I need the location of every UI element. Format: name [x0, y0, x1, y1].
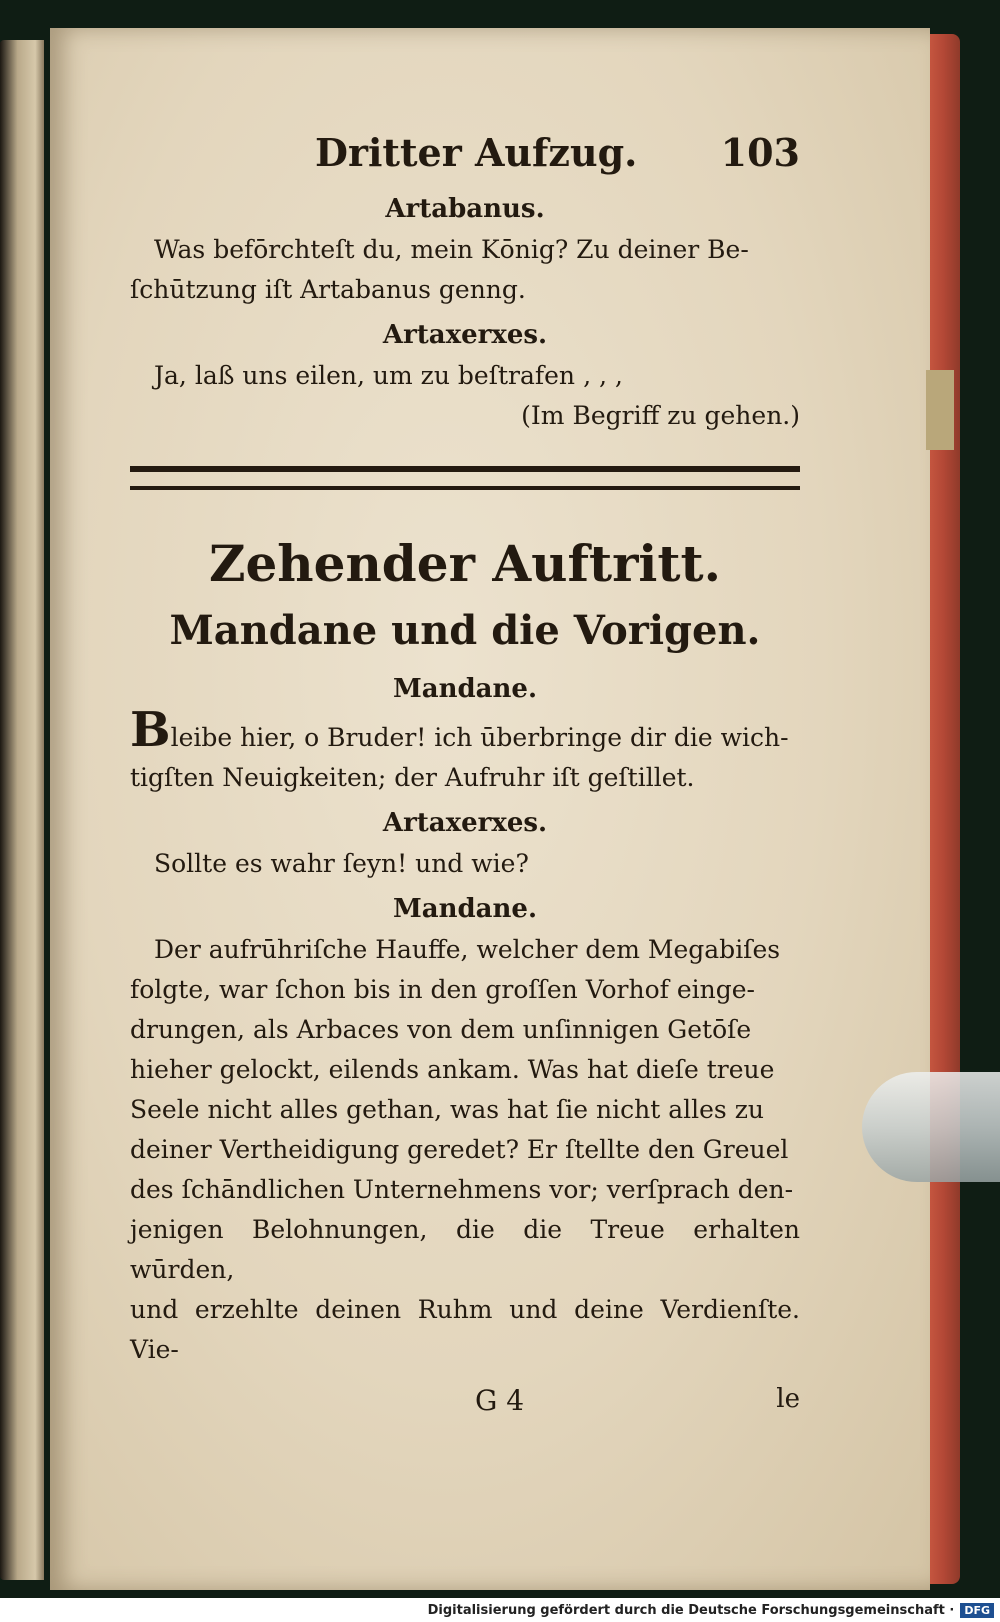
- speech-line: [130, 702, 800, 758]
- scene-subtitle: Mandane und die Vorigen.: [169, 607, 761, 654]
- speech-line: und erzehlte deinen Ruhm und deine Verdienſte. Vie-: [130, 1295, 800, 1364]
- speech-line: folgte, war ſchon bis in den groſſen Vorhof einge-: [130, 975, 755, 1004]
- dfg-logo: DFG: [960, 1603, 994, 1618]
- speech-line: deiner Vertheidigung geredet? Er ſtellte den Greuel: [130, 1135, 789, 1164]
- credit-text: Digitalisierung gefördert durch die Deutsche Forschungsgemeinschaft ·: [427, 1602, 955, 1618]
- speech-line: Sollte es wahr ſeyn! und wie?: [154, 849, 529, 878]
- section-divider: [130, 466, 800, 490]
- speech-line: Ja, laß uns eilen, um zu beſtrafen ‚ ‚ ‚: [154, 361, 623, 390]
- speech-line: Was befōrchteſt du, mein Kōnig? Zu deiner Be-: [154, 235, 749, 264]
- speech-line: Der aufrūhriſche Hauffe, welcher dem Megabiſes: [154, 935, 781, 964]
- page-text: [130, 130, 800, 1424]
- page-header: [130, 130, 800, 190]
- speech-line: drungen, als Arbaces von dem unſinnigen Getōſe: [130, 1015, 752, 1044]
- speech-line-text: leibe hier, o Bruder! ich ūberbringe dir die wich-: [170, 723, 789, 752]
- speaker-name: Artaxerxes.: [382, 320, 548, 350]
- page-tab: [926, 370, 954, 450]
- red-page-edges: [930, 34, 960, 1584]
- speech-line: tigſten Neuigkeiten; der Aufruhr iſt geſtillet.: [130, 763, 695, 792]
- speaker-name: Mandane.: [392, 674, 538, 704]
- signature-mark: G 4: [475, 1384, 525, 1417]
- speaker-name: Mandane.: [392, 894, 538, 924]
- page-footer: [130, 1384, 800, 1424]
- left-page-edge: [0, 40, 44, 1580]
- stage-direction: (Im Begriff zu gehen.): [521, 401, 800, 430]
- digitization-credit-bar: [0, 1598, 1000, 1622]
- speech-line: jenigen Belohnungen, die die Treue erhalten wūrden,: [130, 1215, 800, 1284]
- speech-line: Seele nicht alles gethan, was hat ſie nicht alles zu: [130, 1095, 764, 1124]
- speaker-name: Artabanus.: [385, 194, 545, 224]
- speech-line: des ſchāndlichen Unternehmens vor; verſprach den-: [130, 1175, 794, 1204]
- glass-clip: [862, 1072, 1000, 1182]
- drop-cap: B: [130, 702, 171, 758]
- speech-line: ſchūtzung iſt Artabanus genng.: [130, 275, 526, 304]
- page-number: 103: [720, 130, 800, 175]
- speech-line: hieher gelockt, eilends ankam. Was hat dieſe treue: [130, 1055, 775, 1084]
- running-head: Dritter Aufzug.: [315, 130, 638, 175]
- catchword: le: [776, 1384, 800, 1414]
- scene-title: Zehender Auftritt.: [208, 534, 722, 593]
- speaker-name: Artaxerxes.: [382, 808, 548, 838]
